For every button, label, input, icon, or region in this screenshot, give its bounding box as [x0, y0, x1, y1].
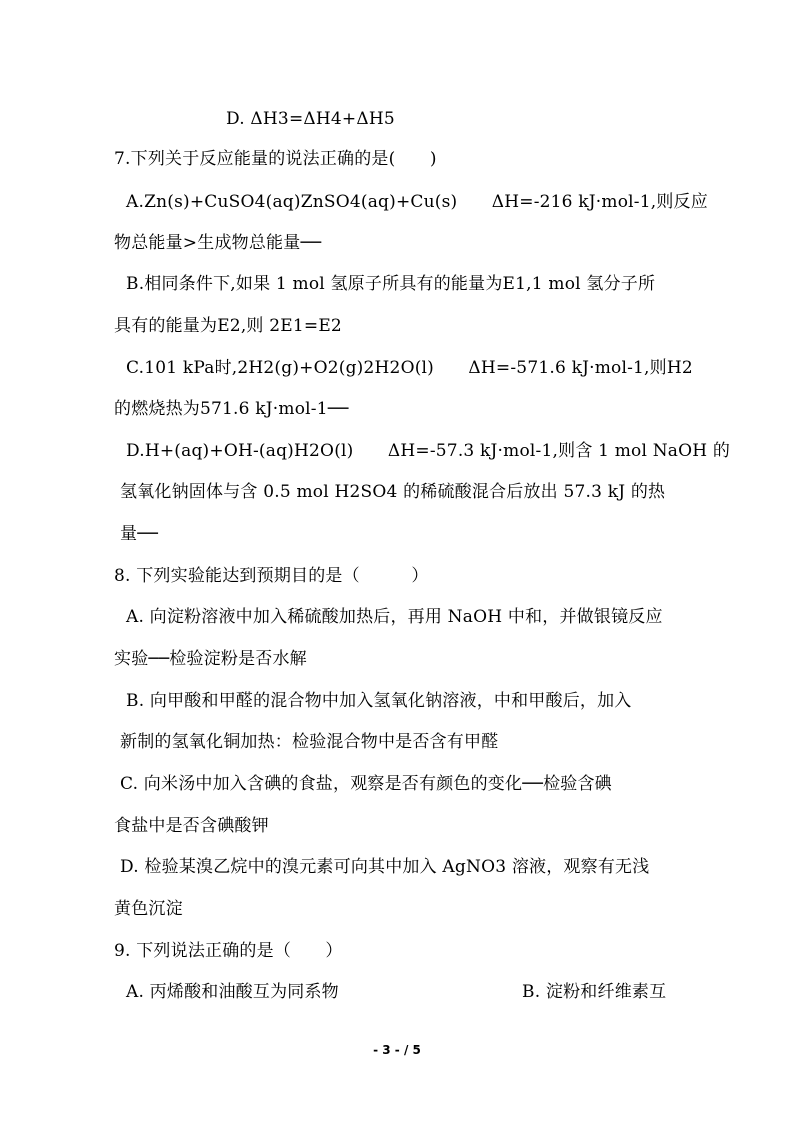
option-8d-line2: 黄色沉淀 [114, 899, 183, 919]
option-9a: A. 丙烯酸和油酸互为同系物 [126, 982, 339, 1002]
option-8d-line1: D. 检验某溴乙烷中的溴元素可向其中加入 AgNO3 溶液，观察有无浅 [120, 857, 650, 877]
option-7d-line1: D.H+(aq)+OH-(aq)H2O(l) ΔH=-57.3 kJ·mol-1,则含 1 mol NaOH 的 [126, 441, 731, 461]
option-6d: D. ΔH3=ΔH4+ΔH5 [226, 109, 395, 129]
question-9-stem: 9. 下列说法正确的是（ ） [114, 941, 343, 961]
option-8b-line2: 新制的氢氧化铜加热：检验混合物中是否含有甲醛 [120, 732, 499, 752]
option-8b-line1: B. 向甲酸和甲醛的混合物中加入氢氧化钠溶液，中和甲酸后，加入 [126, 691, 632, 711]
option-8c-line2: 食盐中是否含碘酸钾 [114, 816, 269, 836]
option-8a-line2: 实验──检验淀粉是否水解 [114, 649, 307, 669]
page-number: - 3 - / 5 [373, 1043, 421, 1057]
option-7d-line2: 氢氧化钠固体与含 0.5 mol H2SO4 的稀硫酸混合后放出 57.3 kJ 的热 [120, 482, 666, 502]
option-7a-line2: 物总能量>生成物总能量── [114, 233, 322, 253]
option-7d-line3: 量── [120, 524, 159, 544]
option-8c-line1: C. 向米汤中加入含碘的食盐，观察是否有颜色的变化──检验含碘 [120, 774, 612, 794]
option-7b-line2: 具有的能量为E2,则 2E1=E2 [114, 316, 342, 336]
option-7c-line2: 的燃烧热为571.6 kJ·mol-1── [114, 399, 349, 419]
option-8a-line1: A. 向淀粉溶液中加入稀硫酸加热后，再用 NaOH 中和，并做银镜反应 [126, 607, 663, 627]
option-7b-line1: B.相同条件下,如果 1 mol 氢原子所具有的能量为E1,1 mol 氢分子所 [126, 274, 656, 294]
question-7-stem: 7.下列关于反应能量的说法正确的是( ) [114, 149, 437, 169]
option-7a-line1: A.Zn(s)+CuSO4(aq)ZnSO4(aq)+Cu(s) ΔH=-216 kJ·mol-1,则反应 [126, 192, 708, 212]
option-7c-line1: C.101 kPa时,2H2(g)+O2(g)2H2O(l) ΔH=-571.6 kJ·mol-1,则H2 [126, 358, 693, 378]
question-8-stem: 8. 下列实验能达到预期目的是（ ） [114, 566, 429, 586]
option-9b: B. 淀粉和纤维素互 [522, 982, 667, 1002]
